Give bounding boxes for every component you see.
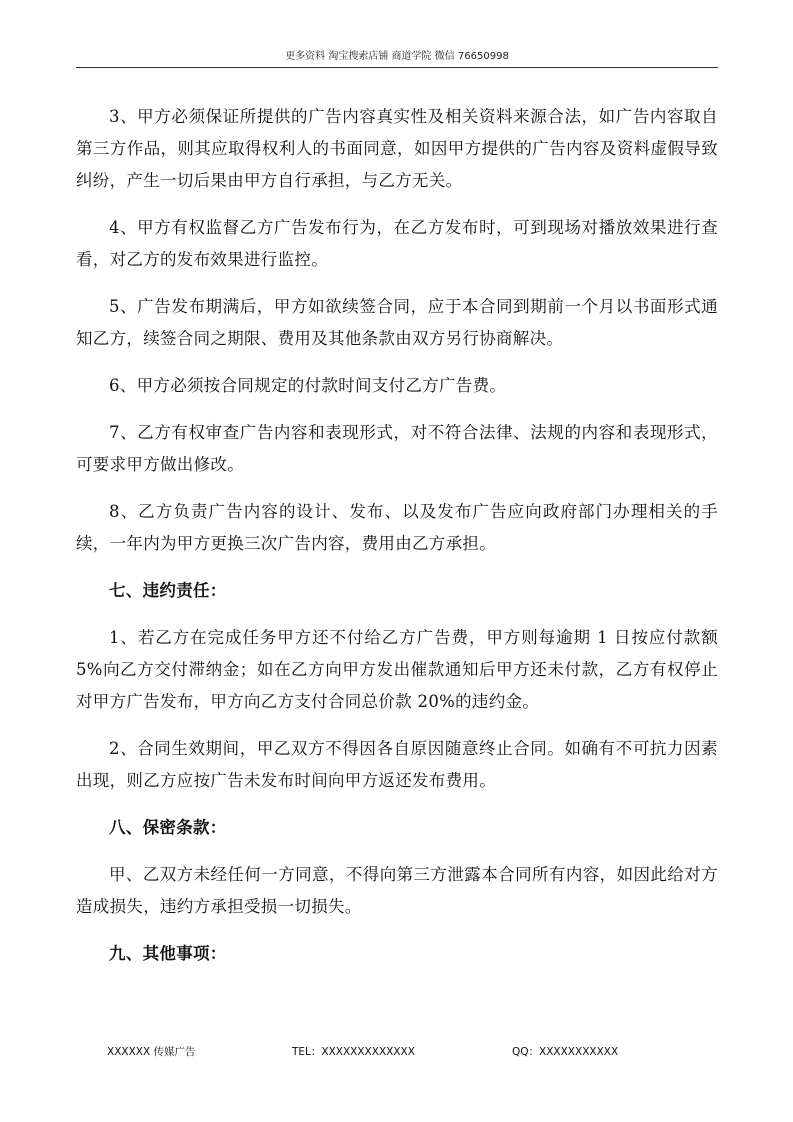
section-heading-other-matters: 九、其他事项： [109, 944, 227, 963]
page-footer [0, 1045, 793, 1059]
header-text: 更多资料 淘宝搜索店铺 商道学院 微信 76650998 [285, 51, 509, 62]
clause-8: 8、乙方负责广告内容的设计、发布、以及发布广告应向政府部门办理相关的手续，一年内为甲方更换三次广告内容，费用由乙方承担。 [76, 502, 718, 553]
page-header [76, 51, 718, 68]
section-heading-breach: 七、违约责任： [109, 581, 227, 600]
clause-6: 6、甲方必须按合同规定的付款时间支付乙方广告费。 [109, 376, 507, 395]
footer-telephone: TEL：XXXXXXXXXXXXX [292, 1046, 415, 1058]
clause-4: 4、甲方有权监督乙方广告发布行为，在乙方发布时，可到现场对播放效果进行查看，对乙方的发布效果进行监控。 [76, 218, 718, 269]
footer-qq: QQ：XXXXXXXXXXX [512, 1046, 619, 1058]
confidentiality-clause: 甲、乙双方未经任何一方同意，不得向第三方泄露本合同所有内容，如因此给对方造成损失，违约方承担受损一切损失。 [76, 865, 718, 916]
clause-5: 5、广告发布期满后，甲方如欲续签合同，应于本合同到期前一个月以书面形式通知乙方，续签合同之期限、费用及其他条款由双方另行协商解决。 [76, 297, 718, 348]
breach-clause-1: 1、若乙方在完成任务甲方还不付给乙方广告费，甲方则每逾期 1 日按应付款额 5%向乙方交付滞纳金；如在乙方向甲方发出催款通知后甲方还未付款，乙方有权停止对甲方广告发布，甲方向乙方支付合同总价款 20%的违约金。 [76, 628, 718, 711]
document-body [76, 101, 718, 985]
section-heading-confidentiality: 八、保密条款： [109, 818, 227, 837]
breach-clause-2: 2、合同生效期间，甲乙双方不得因各自原因随意终止合同。如确有不可抗力因素出现，则乙方应按广告未发布时间向甲方返还发布费用。 [76, 739, 718, 790]
clause-7: 7、乙方有权审查广告内容和表现形式，对不符合法律、法规的内容和表现形式，可要求甲方做出修改。 [76, 423, 718, 474]
footer-company: XXXXXX 传媒广告 [107, 1046, 196, 1058]
clause-3: 3、甲方必须保证所提供的广告内容真实性及相关资料来源合法，如广告内容取自第三方作品，则其应取得权利人的书面同意，如因甲方提供的广告内容及资料虚假导致纠纷，产生一切后果由甲方自行承担，与乙方无关。 [76, 107, 718, 190]
